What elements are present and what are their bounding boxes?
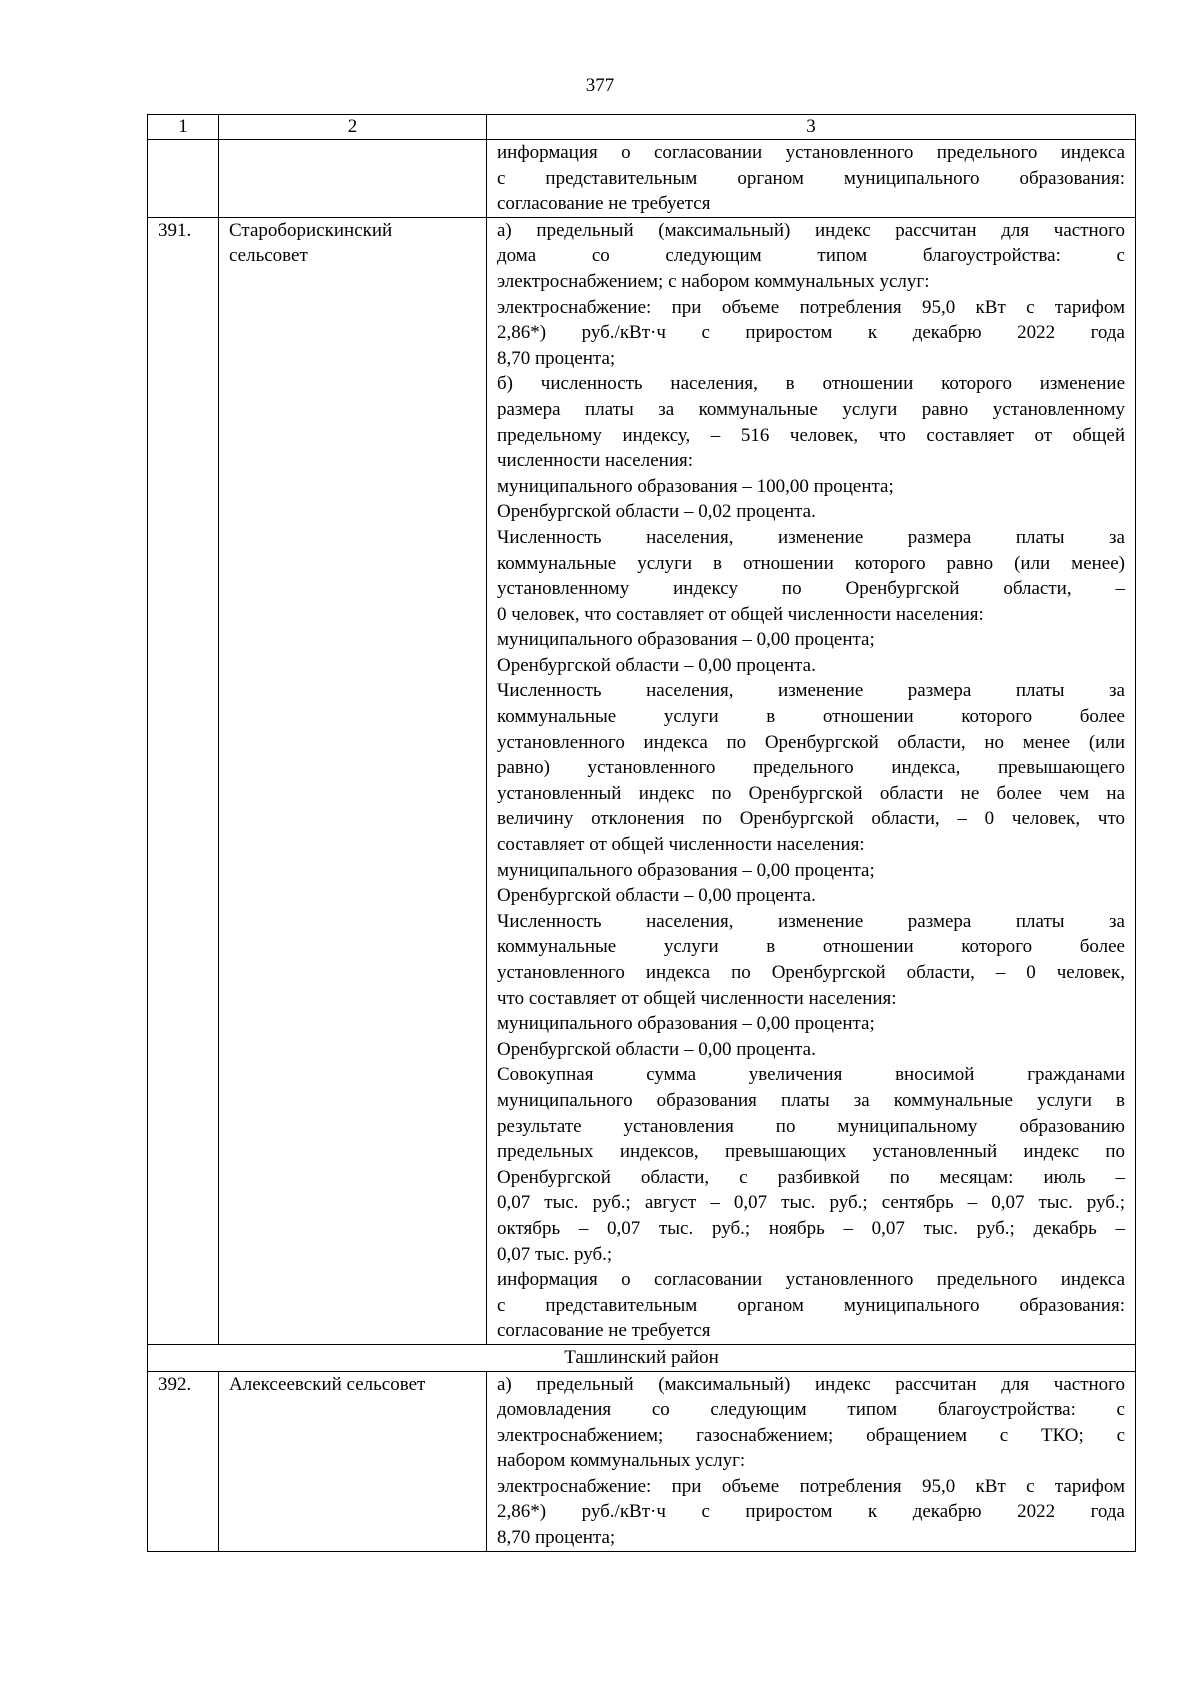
- text-line: Оренбургской области – 0,00 процента.: [497, 885, 816, 907]
- text-line: что составляет от общей численности населения:: [497, 987, 897, 1009]
- text-line: коммунальные услуги в отношении которого более: [497, 936, 1125, 958]
- text-line: 2,86*) руб./кВт·ч с приростом к декабрю 2022 года: [497, 1501, 1125, 1523]
- text-line: 8,70 процента;: [497, 347, 616, 369]
- text-line: установленный индекс по Оренбургской области не более чем на: [497, 782, 1125, 804]
- text-line: б) численность населения, в отношении которого изменение: [497, 373, 1125, 395]
- text-line: Численность населения, изменение размера платы за: [497, 910, 1125, 932]
- text-line: Оренбургской области, с разбивкой по месяцам: июль –: [497, 1166, 1125, 1188]
- text-line: Оренбургской области – 0,02 процента.: [497, 501, 816, 523]
- row-number: 391.: [148, 217, 219, 1344]
- row-content-cell: [487, 217, 1136, 1344]
- text-line: муниципального образования – 0,00 процента;: [497, 629, 875, 651]
- municipality-name: [219, 217, 487, 1344]
- text-line: набором коммунальных услуг:: [497, 1450, 746, 1472]
- text-line: информация о согласовании установленного предельного индекса: [497, 142, 1125, 163]
- district-row: [148, 1344, 1136, 1371]
- text-line: предельному индексу, – 516 человек, что составляет от общей: [497, 424, 1125, 446]
- row-number: 392.: [148, 1371, 219, 1551]
- text-line: установленного индекса по Оренбургской области, но менее (или: [497, 731, 1125, 753]
- text-line: Оренбургской области – 0,00 процента.: [497, 1038, 816, 1060]
- text-line: коммунальные услуги в отношении которого более: [497, 706, 1125, 728]
- text-line: равно) установленного предельного индекса, превышающего: [497, 757, 1125, 779]
- column-header-3: 3: [487, 115, 1136, 140]
- municipality-name: Алексеевский сельсовет: [219, 1371, 487, 1551]
- text-line: а) предельный (максимальный) индекс рассчитан для частного: [497, 1373, 1125, 1395]
- text-line: с представительным органом муниципального образования:: [497, 167, 1125, 189]
- text-line: октябрь – 0,07 тыс. руб.; ноябрь – 0,07 тыс. руб.; декабрь –: [497, 1217, 1125, 1239]
- text-line: электроснабжением; с набором коммунальных услуг:: [497, 270, 930, 292]
- column-header-1: 1: [148, 115, 219, 140]
- text-line: установленного индекса по Оренбургской области, – 0 человек,: [497, 962, 1125, 983]
- column-header-2: 2: [219, 115, 487, 140]
- text-line: размера платы за коммунальные услуги равно установленному: [497, 398, 1125, 420]
- text-line: домовладения со следующим типом благоустройства: с: [497, 1399, 1125, 1421]
- text-line: 8,70 процента;: [497, 1527, 616, 1549]
- continuation-row: [148, 140, 1136, 218]
- text-line: величину отклонения по Оренбургской области, – 0 человек, что: [497, 808, 1125, 830]
- text-line: результате установления по муниципальному образованию: [497, 1115, 1125, 1137]
- text-line: информация о согласовании установленного предельного индекса: [497, 1269, 1125, 1291]
- row-content-cell: [487, 140, 1136, 218]
- table-header-row: [148, 115, 1136, 140]
- row-name-cell: [219, 140, 487, 218]
- document-table: [147, 114, 1136, 1552]
- row-content-cell: [487, 1371, 1136, 1551]
- table-row-391: [148, 217, 1136, 1344]
- text-line: коммунальные услуги в отношении которого равно (или менее): [497, 552, 1125, 574]
- text-line: муниципального образования платы за коммунальные услуги в: [497, 1089, 1125, 1111]
- text-line: Оренбургской области – 0,00 процента.: [497, 654, 816, 676]
- text-line: 0,07 тыс. руб.;: [497, 1243, 613, 1265]
- text-line: муниципального образования – 0,00 процента;: [497, 1013, 875, 1035]
- text-line: муниципального образования – 100,00 процента;: [497, 475, 894, 497]
- text-line: электроснабжением; газоснабжением; обращением с ТКО; с: [497, 1424, 1125, 1446]
- text-line: согласование не требуется: [497, 193, 711, 215]
- text-line: муниципального образования – 0,00 процента;: [497, 859, 875, 881]
- text-line: Численность населения, изменение размера платы за: [497, 680, 1125, 702]
- text-line: 2,86*) руб./кВт·ч с приростом к декабрю 2022 года: [497, 322, 1125, 344]
- text-line: предельных индексов, превышающих установленный индекс по: [497, 1141, 1125, 1163]
- municipality-name-line: сельсовет: [229, 245, 308, 267]
- text-line: составляет от общей численности населения:: [497, 834, 865, 856]
- text-line: согласование не требуется: [497, 1320, 711, 1342]
- text-line: установленному индексу по Оренбургской области, –: [497, 578, 1125, 600]
- table-row-392: [148, 1371, 1136, 1551]
- municipality-name-line: Староборискинский: [229, 219, 393, 241]
- text-line: а) предельный (максимальный) индекс рассчитан для частного: [497, 219, 1125, 241]
- row-number-cell: [148, 140, 219, 218]
- text-line: с представительным органом муниципального образования:: [497, 1294, 1125, 1316]
- page-number: 377: [585, 75, 615, 96]
- text-line: численности населения:: [497, 450, 694, 472]
- district-name: Ташлинский район: [148, 1344, 1136, 1371]
- text-line: 0 человек, что составляет от общей численности населения:: [497, 603, 984, 625]
- text-line: дома со следующим типом благоустройства: с: [497, 245, 1125, 267]
- text-line: Совокупная сумма увеличения вносимой гражданами: [497, 1064, 1125, 1086]
- text-line: электроснабжение: при объеме потребления 95,0 кВт с тарифом: [497, 296, 1125, 318]
- text-line: Численность населения, изменение размера платы за: [497, 526, 1125, 548]
- text-line: 0,07 тыс. руб.; август – 0,07 тыс. руб.; сентябрь – 0,07 тыс. руб.;: [497, 1192, 1125, 1214]
- text-line: электроснабжение: при объеме потребления 95,0 кВт с тарифом: [497, 1475, 1125, 1497]
